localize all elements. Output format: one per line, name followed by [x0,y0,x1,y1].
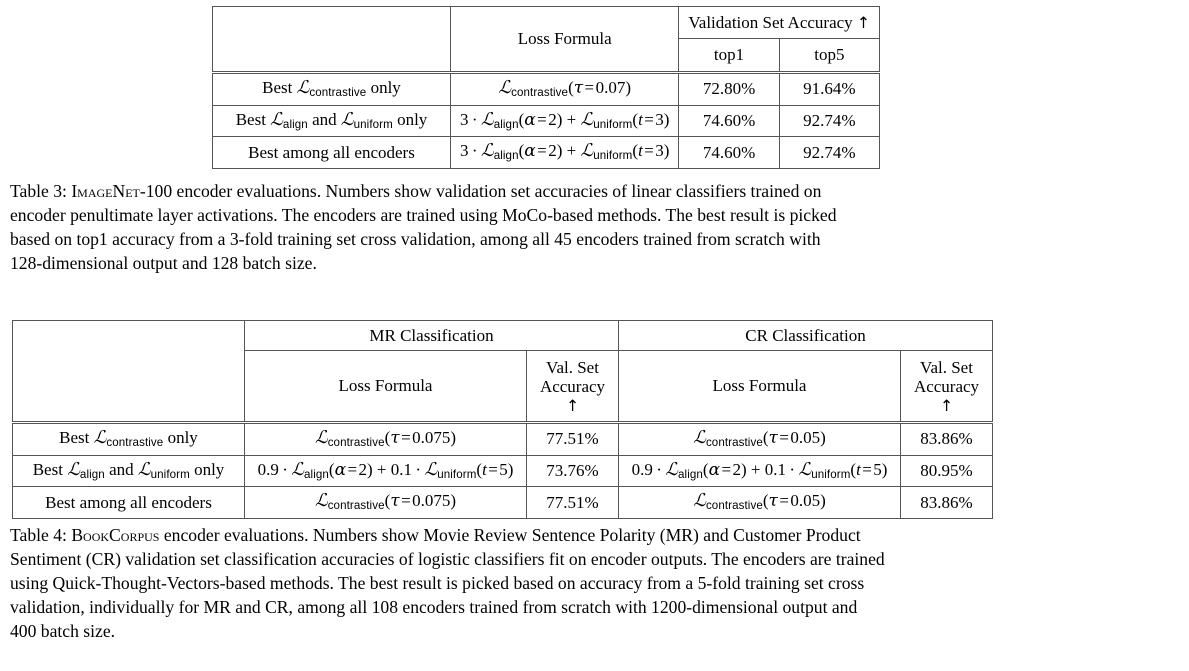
table-4-caption [10,524,1180,644]
table-4-mr-loss-formula: ℒ$_{contrastive}$(τ = 0.075) [245,487,527,519]
table-4-mr-loss-formula-header: Loss Formula [245,351,527,423]
table-4-mr-accuracy-value: 73.76% [527,455,619,487]
caption-line [10,180,1180,204]
table-3-top5-value: 92.74% [779,105,879,137]
table-4-mr-accuracy-value: 77.51% [527,487,619,519]
table-row [213,137,880,169]
table-3-caption-line1: encoder evaluations. Numbers show validation set accuracies of linear classifiers trained on [176,181,822,201]
table-3-top1-value: 72.80% [679,73,779,106]
table-3-container [212,6,880,169]
table-3-subheader-top5: top5 [779,39,879,73]
table-4-cr-accuracy-value: 83.86% [901,423,993,456]
table-3-caption [10,180,1180,276]
table-row [213,73,880,106]
table-3-header-row-1 [213,7,880,39]
table-4-cr-loss-formula: ℒ$_{contrastive}$(τ = 0.05) [619,487,901,519]
table-4-cr-loss-formula: 0.9 · ℒ$_{align}$(α = 2) + 0.1 · ℒ$_{uniform}$(t = 5) [619,455,901,487]
table-4-caption-line1: encoder evaluations. Numbers show Movie Review Sentence Polarity (MR) and Customer Product [163,525,861,545]
table-3-corner-cell [213,7,451,73]
table-4-caption-number: Table 4: [10,525,67,545]
table-4-mr-accuracy-header [527,351,619,423]
caption-line: validation, individually for MR and CR, among all 108 encoders trained from scratch with 1200-dimensional output and [10,596,858,617]
table-4-header [13,321,993,423]
table-3-caption-number: Table 3: [10,181,67,201]
table-3-header [213,7,880,73]
table-4-group-header-cr: CR Classification [619,321,993,351]
table-4-mr-loss-formula: 0.9 · ℒ$_{align}$(α = 2) + 0.1 · ℒ$_{uniform}$(t = 5) [245,455,527,487]
table-3-caption-dataset: ImageNet-100 [71,181,173,201]
table-4-row-label: Best ℒ$_{contrastive}$ only [13,423,245,456]
table-row [213,105,880,137]
caption-line: based on top1 accuracy from a 3-fold training set cross validation, among all 45 encoders trained from scratch with [10,228,821,249]
table-4-header-row-1 [13,321,993,351]
up-arrow-icon: ↑ [856,12,871,32]
table-4-group-header-mr: MR Classification [245,321,619,351]
table-4-row-label: Best among all encoders [13,487,245,519]
table-4-body [13,423,993,519]
table-3-top5-value: 92.74% [779,137,879,169]
table-4-corner-cell [13,321,245,423]
table-3-subheader-top1: top1 [679,39,779,73]
val-set-label: Val. Set [546,357,599,377]
table-3-accuracy-group-header [679,7,880,39]
table-3-loss-formula: 3 · ℒ$_{align}$(α = 2) + ℒ$_{uniform}$(t = 3) [451,137,679,169]
caption-line: 400 batch size. [10,620,116,641]
table-4 [12,320,993,519]
table-4-caption-dataset: BookCorpus [71,525,160,545]
caption-line: using Quick-Thought-Vectors-based methods. The best result is picked based on accuracy from a 5-fold training set cross [10,572,865,593]
table-row [13,455,993,487]
table-4-cr-loss-formula: ℒ$_{contrastive}$(τ = 0.05) [619,423,901,456]
table-row [13,487,993,519]
caption-line: encoder penultimate layer activations. The encoders are trained using MoCo-based methods. The best result is picked [10,204,837,225]
table-4-cr-accuracy-value: 80.95% [901,455,993,487]
up-arrow-icon: ↑ [565,395,580,415]
table-4-mr-loss-formula: ℒ$_{contrastive}$(τ = 0.075) [245,423,527,456]
caption-line: 128-dimensional output and 128 batch size. [10,252,317,273]
table-3-loss-formula-header: Loss Formula [451,7,679,73]
table-3-row-label: Best ℒ$_{align}$ and ℒ$_{uniform}$ only [213,105,451,137]
table-3 [212,6,880,169]
table-4-cr-loss-formula-header: Loss Formula [619,351,901,423]
table-4-cr-accuracy-value: 83.86% [901,487,993,519]
table-4-container [12,320,993,519]
table-4-row-label: Best ℒ$_{align}$ and ℒ$_{uniform}$ only [13,455,245,487]
table-3-loss-formula: ℒ$_{contrastive}$(τ = 0.07) [451,73,679,106]
table-row [13,423,993,456]
accuracy-label: Accuracy [913,376,980,396]
table-3-top1-value: 74.60% [679,105,779,137]
table-4-mr-accuracy-value: 77.51% [527,423,619,456]
table-3-loss-formula: 3 · ℒ$_{align}$(α = 2) + ℒ$_{uniform}$(t = 3) [451,105,679,137]
val-set-label: Val. Set [920,357,973,377]
table-3-row-label: Best ℒ$_{contrastive}$ only [213,73,451,106]
caption-line [10,524,1180,548]
table-3-accuracy-group-label: Validation Set Accuracy [688,12,853,32]
caption-line: Sentiment (CR) validation set classification accuracies of logistic classifiers fit on encoder outputs. The encoders are trained [10,548,885,569]
table-3-top5-value: 91.64% [779,73,879,106]
accuracy-label: Accuracy [539,376,606,396]
table-3-top1-value: 74.60% [679,137,779,169]
table-3-body [213,73,880,169]
table-4-cr-accuracy-header [901,351,993,423]
up-arrow-icon: ↑ [939,395,954,415]
table-3-row-label: Best among all encoders [213,137,451,169]
